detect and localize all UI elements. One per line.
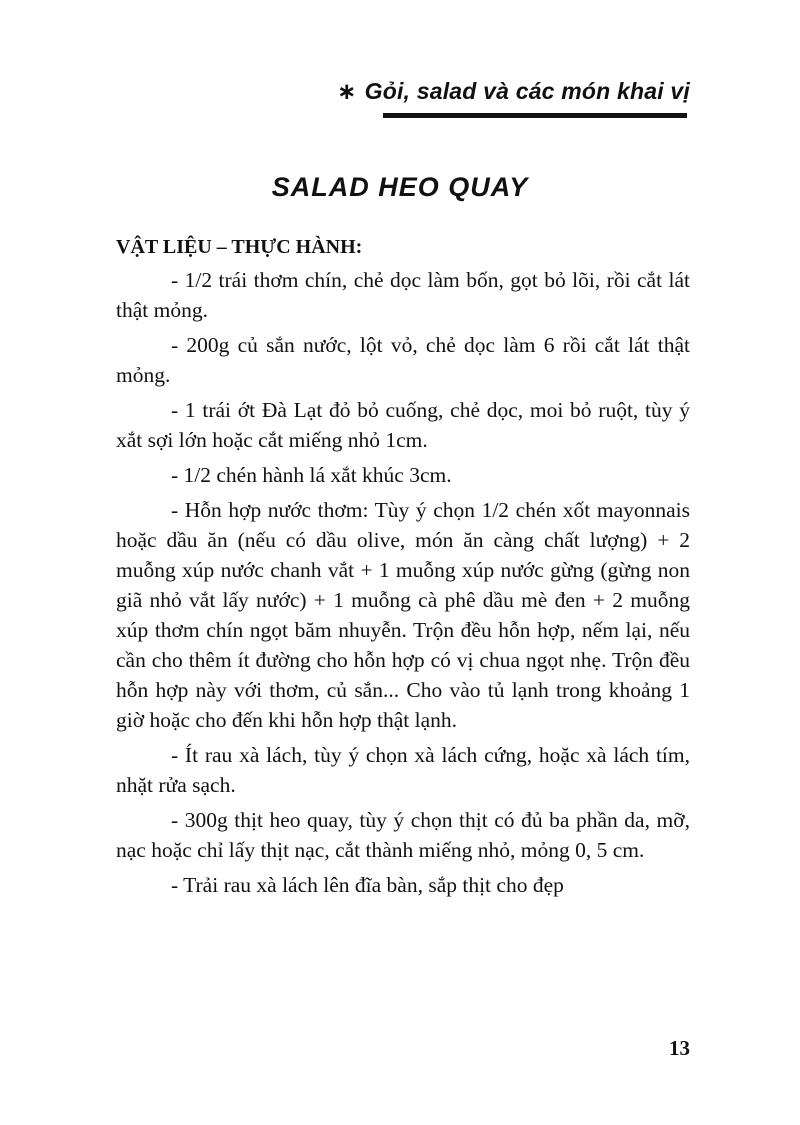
star-icon: ∗	[337, 78, 357, 104]
section-heading: VẬT LIỆU – THỰC HÀNH:	[116, 236, 363, 258]
paragraph: - 300g thịt heo quay, tùy ý chọn thịt có đủ ba phần da, mỡ, nạc hoặc chỉ lấy thịt nạc, cắt thành miếng nhỏ, mỏng 0, 5 cm.	[116, 808, 690, 862]
running-header-text: Gỏi, salad và các món khai vị	[364, 78, 690, 104]
header-rule	[383, 113, 687, 118]
paragraph: - 1/2 chén hành lá xắt khúc 3cm.	[171, 463, 452, 487]
paragraph: - 200g củ sắn nước, lột vỏ, chẻ dọc làm 6 rồi cắt lát thật mỏng.	[116, 333, 690, 387]
recipe-body	[116, 232, 690, 905]
recipe-title: SALAD HEO QUAY	[271, 172, 529, 202]
paragraph: - 1 trái ớt Đà Lạt đỏ bỏ cuống, chẻ dọc, moi bỏ ruột, tùy ý xắt sợi lớn hoặc cắt miếng nhỏ 1cm.	[116, 398, 690, 452]
paragraph: - Ít rau xà lách, tùy ý chọn xà lách cứng, hoặc xà lách tím, nhặt rửa sạch.	[116, 743, 690, 797]
page-number: 13	[669, 1036, 690, 1060]
paragraph: - 1/2 trái thơm chín, chẻ dọc làm bốn, gọt bỏ lõi, rồi cắt lát thật mỏng.	[116, 268, 690, 322]
paragraph: - Hỗn hợp nước thơm: Tùy ý chọn 1/2 chén xốt mayonnais hoặc dầu ăn (nếu có dầu olive, món ăn càng chất lượng) + 2 muỗng xúp nước chanh vắt + 1 muỗng xúp nước gừng (gừng non giã nhỏ vắt lấy nước) + 1 muỗng cà phê dầu mè đen + 2 muỗng xúp thơm chín ngọt băm nhuyễn. Trộn đều hỗn hợp, nếm lại, nếu cần cho thêm ít đường cho hỗn hợp có vị chua ngọt nhẹ. Trộn đều hỗn hợp này với thơm, củ sắn... Cho vào tủ lạnh trong khoảng 1 giờ hoặc cho đến khi hỗn hợp thật lạnh.	[116, 498, 690, 732]
running-header	[337, 78, 690, 105]
paragraph: - Trải rau xà lách lên đĩa bàn, sắp thịt cho đẹp	[171, 873, 564, 897]
